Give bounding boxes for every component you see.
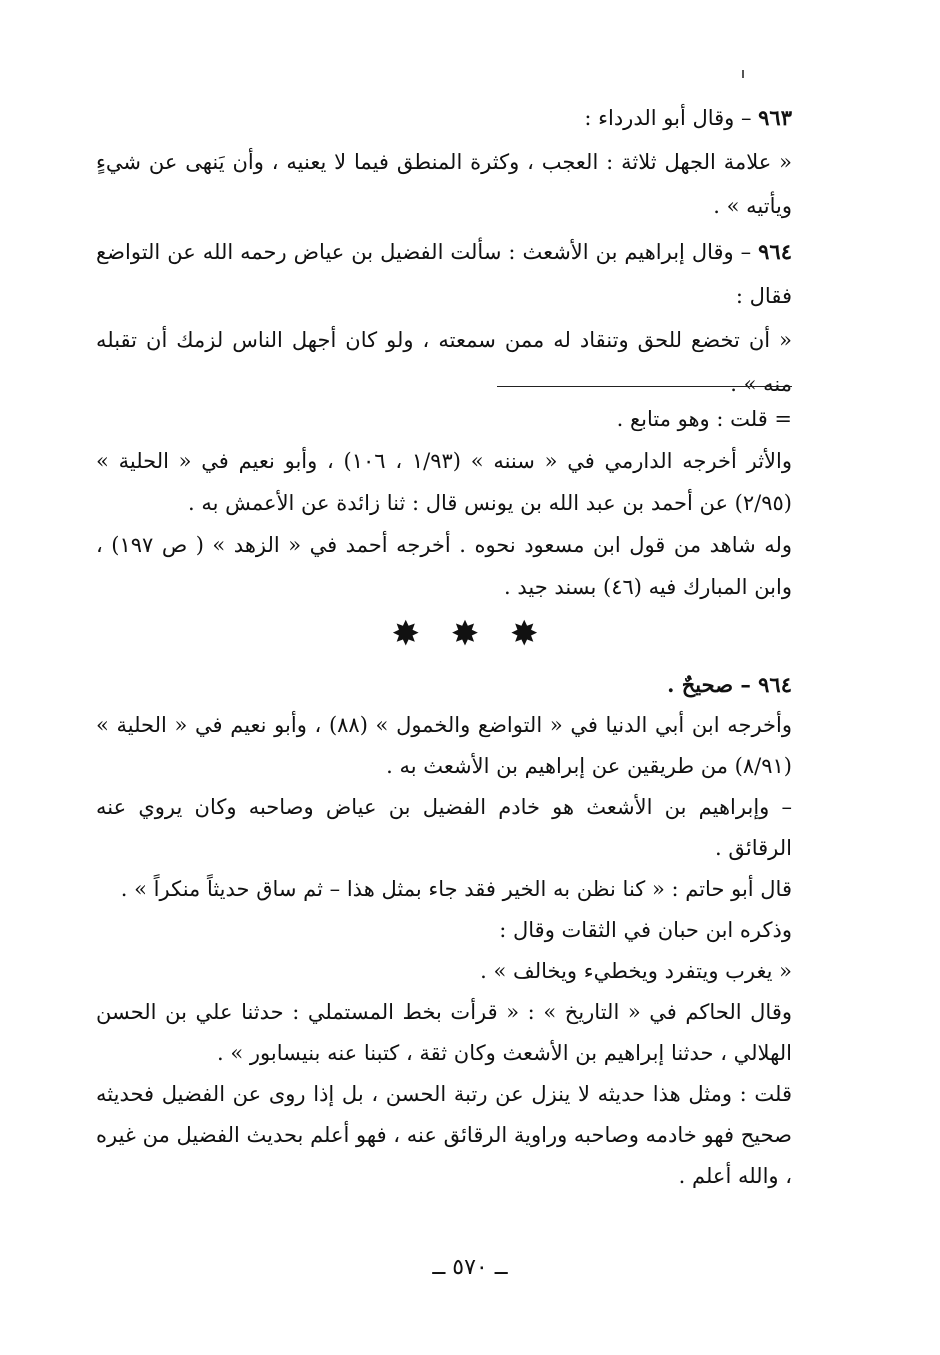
- footnote-line: والأثر أخرجه الدارمي في « سننه » (١/٩٣ ، ١٠٦) ، وأبو نعيم في « الحلية » (٢/٩٥) عن أحمد بن عبد الله بن يونس قال : ثنا زائدة عن الأعمش به .: [96, 449, 792, 515]
- entry-963: [96, 96, 792, 228]
- footnote-divider: [497, 386, 792, 387]
- entry-963-number: ٩٦٣: [758, 105, 792, 130]
- entry-963-quote: « علامة الجهل ثلاثة : العجب ، وكثرة المنطق فيما لا يعنيه ، وأن يَنهى عن شيءٍ ويأتيه » .: [96, 150, 792, 218]
- footnote-line: وله شاهد من قول ابن مسعود نحوه . أخرجه أحمد في « الزهد » ( ص ١٩٧) ، وابن المبارك فيه (٤٦) بسند جيد .: [96, 533, 792, 599]
- commentary-paragraph: قال أبو حاتم : « كنا نظن به الخير فقد جاء بمثل هذا – ثم ساق حديثاً منكراً » .: [120, 877, 792, 901]
- entry-964-intro: [96, 230, 792, 318]
- commentary-paragraph: « يغرب ويتفرد ويخطيء ويخالف » .: [480, 959, 792, 983]
- entry-963-intro: [96, 96, 792, 140]
- commentary-paragraph: وقال الحاكم في « التاريخ » : « قرأت بخط المستملي : حدثنا علي بن الحسن الهلالي ، حدثنا إبراهيم بن الأشعث وكان ثقة ، كتبنا عنه بنيسابور » .: [96, 1000, 792, 1065]
- page-number: ــ ٥٧٠ ــ: [432, 1255, 508, 1280]
- commentary-paragraph: وأخرجه ابن أبي الدنيا في « التواضع والخمول » (٨٨) ، وأبو نعيم في « الحلية » (٨/٩١) من طريقين عن إبراهيم بن الأشعث به .: [96, 713, 792, 778]
- entry-963-intro-text: – وقال أبو الدرداء :: [584, 106, 759, 130]
- commentary-paragraph: وذكره ابن حبان في الثقات وقال :: [499, 918, 792, 942]
- section-separator: ✸ ✸ ✸: [391, 614, 549, 654]
- scan-mark: [742, 70, 744, 78]
- footnotes-963: [96, 398, 792, 608]
- commentary-paragraph: – وإبراهيم بن الأشعث هو خادم الفضيل بن عياض وصاحبه وكان يروي عنه الرقائق .: [96, 795, 792, 860]
- commentary-heading: [96, 664, 792, 705]
- footnote-line: = قلت : وهو متابع .: [616, 407, 792, 431]
- commentary-heading-text: – صحيحٌ .: [667, 672, 759, 697]
- commentary-964: [96, 664, 792, 1197]
- commentary-paragraph: قلت : ومثل هذا حديثه لا ينزل عن رتبة الحسن ، بل إذا روى عن الفضيل فحديثه صحيح فهو خادمه وصاحبه وراوية الرقائق عنه ، فهو أعلم بحديث الفضيل من غيره ، والله أعلم .: [96, 1082, 792, 1188]
- entry-964-intro-text: – وقال إبراهيم بن الأشعث : سألت الفضيل بن عياض رحمه الله عن التواضع فقال :: [96, 240, 792, 308]
- entry-964-number: ٩٦٤: [758, 239, 792, 264]
- commentary-heading-number: ٩٦٤: [758, 672, 792, 697]
- entry-964-quote: « أن تخضع للحق وتنقاد له ممن سمعته ، ولو كان أجهل الناس لزمك أن تقبله منه » .: [96, 328, 792, 396]
- entry-964: [96, 230, 792, 406]
